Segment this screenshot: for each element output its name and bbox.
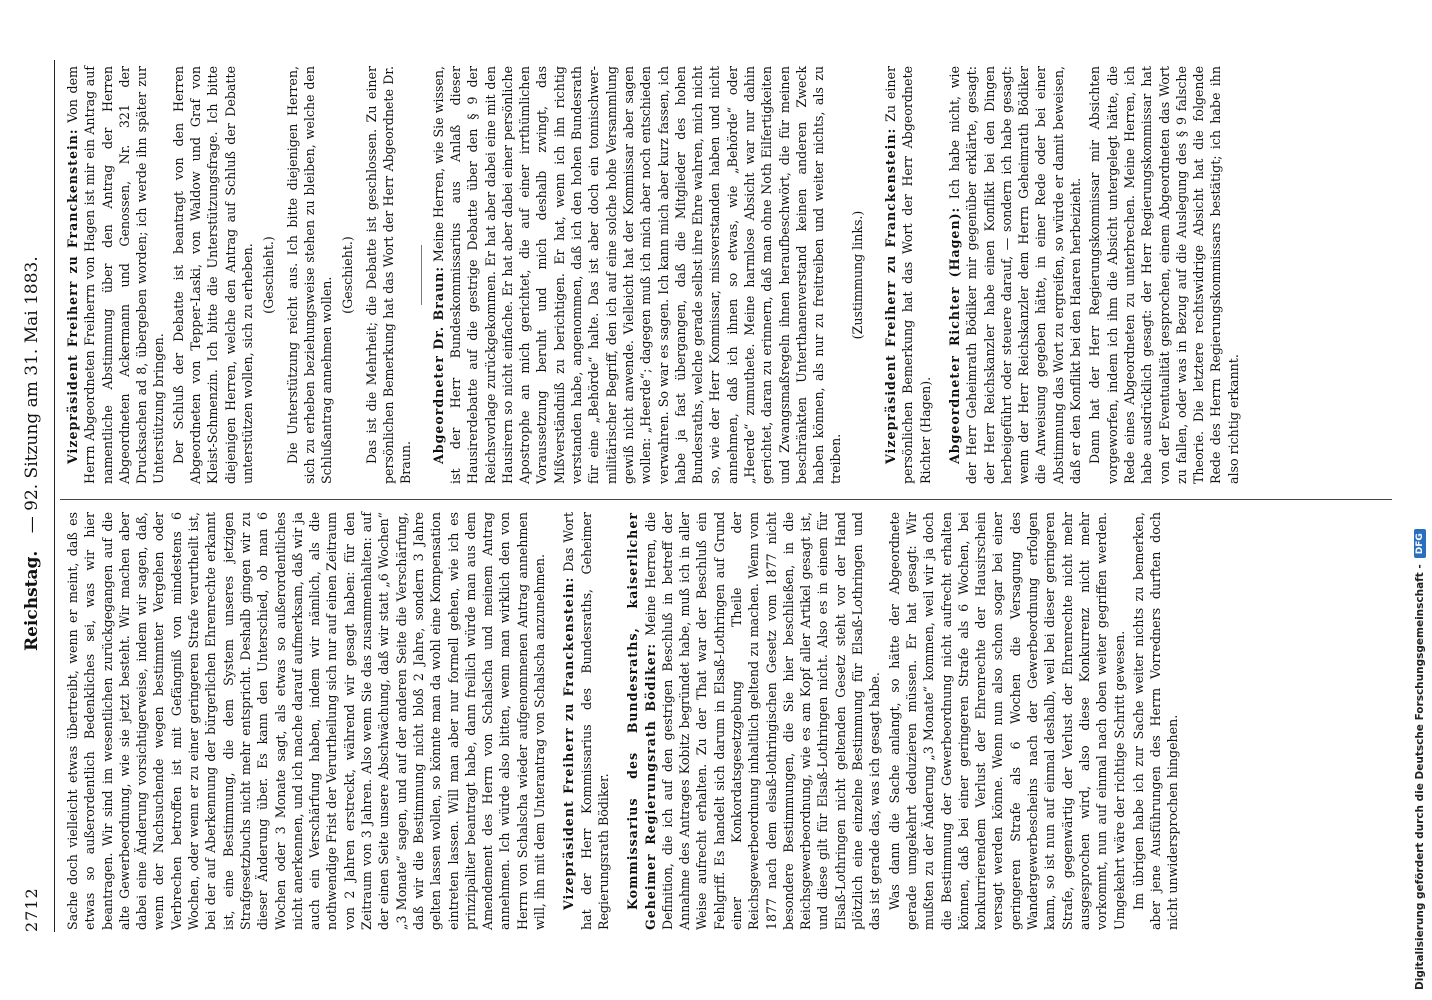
speech-text: Von dem Herrn Abgeordneten Freiherrn von Hagen ist mir ein Antrag auf namentliche Abstimmung über den Antrag der Herren Abgeordneten Ackermann und Genossen, Nr. 321 der Drucksachen ad 8, übergeben worden; ich werde ihn später zur Unterstützung bringen. xyxy=(65,66,167,484)
paragraph xyxy=(430,66,845,484)
paragraph: Was dann die Sache anlangt, so hätte der Abgeordnete gerade umgekehrt deduzieren müssen. Er hat gesagt: Wir mußten zu der Änderung „3 Monate“ kommen, weil wir ja doch die Bestimmung der Gewerbeordnung nicht aufrecht erhalten können, daß bei einer geringeren Strafe als 6 Wochen, bei konkurrierendem Verlust der Ehrenrechte der Hausirschein versagt werden könne. Wenn nun also schon sogar bei einer geringeren Strafe als 6 Wochen die Versagung des Wandergewerbescheins nach der Gewerbeordnung erfolgen kann, so ist nun auf einmal deshalb, weil bei dieser geringeren Strafe, gegenwärtig der Verlust der Ehrenrechte nicht mehr ausgesprochen wird, also diese Konkurrenz nicht mehr vorkommt, nun auf einmal nach oben weiter gegriffen werden. Umgekehrt wäre der richtige Schritt gewesen. xyxy=(886,512,1127,930)
left-column xyxy=(64,512,1184,930)
paragraph xyxy=(560,512,612,930)
speaker-name: Vizepräsident Freiherr zu Franckenstein: xyxy=(561,576,577,910)
speech-text: Ich habe nicht, wie der Herr Geheimrath Bödiker mir gegenüber erklärte, gesagt: der Herr Reichskanzler habe einen Konflikt bei den Dingen herbeigeführt oder steuere darauf, — sondern ich habe gesagt: wenn der Herr Reichskanzler dem Herrn Geheimrath Bödiker die Anweisung gegeben hätte, in einer Rede oder bei einer Abstimmung das Wort zu ergreifen, so würde er damit beweisen, daß er den Konflikt bei den Haaren herbeizieht. xyxy=(946,66,1084,484)
speaker-name: Abgeordneter Dr. Braun: xyxy=(430,266,446,464)
paragraph: Im übrigen habe ich zur Sache weiter nichts zu bemerken, aber jene Ausführungen des Herrn Vorredners durften doch nicht unwidersprochen hingehen. xyxy=(1130,512,1181,930)
credit-text: Digitalisierung gefördert durch die Deutsche Forschungsgemeinschaft - xyxy=(1414,564,1426,990)
dfg-logo: DFG xyxy=(1414,529,1426,558)
paragraph: Sache doch vielleicht etwas übertreibt, wenn er meint, daß es etwas so außerordentlich Bedenkliches sei, was wir hier beantragen. Wir sind im wesentlichen zurückgegangen auf die alte Gewerbeordnung, wie sie jetzt besteht. Wir machen aber dabei eine Änderung vorsichtigerweise, indem wir sagen, daß, wenn der Nachsuchende wegen bestimmter Vergehen oder Verbrechen betroffen ist mit Gefängniß von mindestens 6 Wochen, oder wenn er zu einer geringeren Strafe verurtheilt ist, bei der auf Aberkennung der bürgerlichen Ehrenrechte erkannt ist, eine Bestimmung, die dem System unseres jetzigen Strafgesetzbuchs nicht mehr entspricht. Deshalb gingen wir zu dieser Änderung über. Es kann den Unterschied, ob man 6 Wochen oder 3 Monate sagt, als etwas so außerordentliches nicht anerkennen, und ich mache darauf aufmerksam, daß wir ja auch ein Verschärfung haben, indem wir nämlich, als die nothwendige Frist der Verurtheilung sich nur auf einen Zeitraum von 2 Jahren erstreckt, während wir gesagt haben: für den Zeitraum von 3 Jahren. Also wenn Sie das zusammenhalten: auf der einen Seite unsere Abschwächung, daß wir statt „6 Wochen“ „3 Monate“ sagen, und auf der anderen Seite die Verschärfung, daß wir die Bestimmung nicht bloß 2 Jahre, sondern 3 Jahre gelten lassen wollen, so könnte man da wohl eine Kompensation eintreten lassen. Will man aber nur formell gehen, wie ich es prinzipaliter beantragt habe, dann freilich würde man aus dem Amendement des Herrn von Schalscha und meinem Antrag annehmen. Ich würde also bitten, wenn man wirklich den von Herrn von Schalscha wieder aufgenommenen Antrag annehmen will, ihn mit dem Unterantrag von Schalscha anzunehmen. xyxy=(65,512,548,930)
stage-direction: (Zustimmung links.) xyxy=(849,210,865,340)
speaker-name: Kommissarius des Bundesraths, kaiserlicher Geheimer Regierungsrath Bödiker: xyxy=(625,512,658,930)
page-number: 2712 xyxy=(22,887,41,932)
column-divider xyxy=(60,499,1392,500)
stage-direction: (Geschieht.) xyxy=(340,236,356,314)
paragraph xyxy=(946,66,1084,484)
speech-text: Meine Herren, wie Sie wissen, ist der Herr Bundeskommissarius aus Anlaß dieser Hausirerdebatte auf die gestrige Debatte über den § 9 der Reichsvorlage zurückgekommen. Er hat aber dabei eine mit den Hausirern so nicht einfache. Er hat aber dabei einer persönliche Apostrophe an mich gerichtet, die auf einer irrthümlichen Voraussetzung beruht und mich deshalb zwingt, das Mißverständniß zu berichtigen. Er hat, wenn ich ihn richtig verstanden habe, angenommen, daß ich den hohen Bundesrath für eine „Behörde“ halte. Das ist aber doch ein tonnischwer-militärischer Begriff, den ich auf eine solche hohe Versammlung gewiß nicht anwende. Vielleicht hat der Kommissar aber sagen wollen: „Heerde“; dagegen muß ich mich aber noch entschieden verwahren. So war es sagen. Ich kann mich aber kurz fassen, ich habe ja fast übergangen, daß die Mitglieder des hohen Bundesraths, welche gerade selbst ihre Ehre wahren, mich nicht so, wie der Herr Kommissar, missverstanden haben und nicht annehmen, daß ich ihnen so etwas, wie „Behörde“ oder „Heerde“ zumuthete. Meine harmlose Absicht war nur dahin gerichtet, daran zu erinnern, daß man ohne Noth Eilfertigkeiten und Zwangsmaßregeln ihnen heraufbeschwört, die für meinen beschränkten Unterthanenverstand keinen anderen Zweck haben können, als nur zu freitreiben und weiter nichts, als zu treiben. xyxy=(430,66,844,484)
right-column xyxy=(64,66,1244,484)
paragraph: Das ist die Mehrheit; die Debatte ist geschlossen. Zu einer persönlichen Bemerkung hat das Wort der Herr Abgeordnete Dr. Braun. xyxy=(363,66,414,484)
paragraph xyxy=(882,66,934,484)
speaker-name: Vizepräsident Freiherr zu Franckenstein: xyxy=(883,127,899,464)
speech-text: Das Wort hat der Herr Kommissarius des Bundesraths, Geheimer Regierungsrath Bödiker. xyxy=(561,511,611,930)
paragraph: Der Schluß der Debatte ist beantragt von den Herren Abgeordneten von Tepper-Laski, von Waldow und Graf von Kleist-Schmenzin. Ich bitte die Unterstützungsfrage. Ich bitte diejenigen Herren, welche den Antrag auf Schluß der Debatte unterstützen wollen, sich zu erheben. xyxy=(170,66,255,484)
spacer xyxy=(550,512,560,930)
header-center xyxy=(22,60,42,887)
paragraph xyxy=(64,66,168,484)
spacer xyxy=(872,66,882,484)
paragraph xyxy=(624,512,883,930)
digitization-credit xyxy=(1392,0,1432,1000)
page-header xyxy=(22,60,48,932)
credit-inner xyxy=(1400,0,1432,1000)
separator xyxy=(421,245,422,305)
speech-text: Meine Herren, die Definition, die ich auf den gestrigen Beschluß in betreff der Annahme des Antrages Kobitz begründet habe, muß ich in aller Weise aufrecht erhalten. Zu der That war der Beschluß ein Fehlgriff. Es handelt sich darum in Elsaß-Lothringen auf Grund einer Konkordatsgesetzgebung Theile der Reichsgewerbeordnung inhaltlich geltend zu machen. Wenn vom 1877 nach dem elsaß-lothringischen Gesetz vom 1877 nicht besondere Bestimmungen, die Sie hier beschließen, in die Reichsgewerbeordnung, wie es am Kopf aller Artikel gesagt ist, und diese gilt für Elsaß-Lothringen nicht. Also es in einem für Elsaß-Lothringen nicht geltenden Gesetz steht vor der Hand plötzlich eine einzelne Bestimmung für Elsaß-Lothringen und das ist gerade das, was ich gesagt habe. xyxy=(642,512,883,930)
speaker-name: Vizepräsident Freiherr zu Franckenstein: xyxy=(65,128,80,464)
running-title: Reichstag. xyxy=(22,550,42,652)
paragraph: Dann hat der Herr Regierungskommissar mir Absichten vorgeworfen, indem ich ihm die Absicht untergelegt hätte, die Rede eines Abgeordneten zu unterbrechen. Meine Herren, ich habe ausdrücklich gesagt: der Herr Regierungskommissar hat von der Eventualität gesprochen, einem Abgeordneten das Wort zu fallen, oder was in Bezug auf die Auslegung des § 9 falsche Theorie. Die letztere rechtswidrige Absicht hat die folgende Rede des Herrn Regierungskommissars bestätigt; ich habe ihn also richtig erkannt. xyxy=(1087,66,1241,484)
paragraph: Die Unterstützung reicht aus. Ich bitte diejenigen Herren, sich zu erheben beziehungsweise stehen zu bleiben, welche den Schlußantrag annehmen wollen. xyxy=(284,66,335,484)
speech-text: Zu einer persönlichen Bemerkung hat das Wort der Herr Abgeordnete Richter (Hagen). xyxy=(883,66,933,484)
spacer xyxy=(936,66,946,484)
header-rule xyxy=(54,60,55,932)
stage-direction: (Geschieht.) xyxy=(261,236,277,314)
session-title: — 92. Sitzung am 31. Mai 1883. xyxy=(22,256,42,534)
spacer xyxy=(614,512,624,930)
header-left xyxy=(22,887,41,932)
speaker-name: Abgeordneter Richter (Hagen): xyxy=(946,206,962,464)
